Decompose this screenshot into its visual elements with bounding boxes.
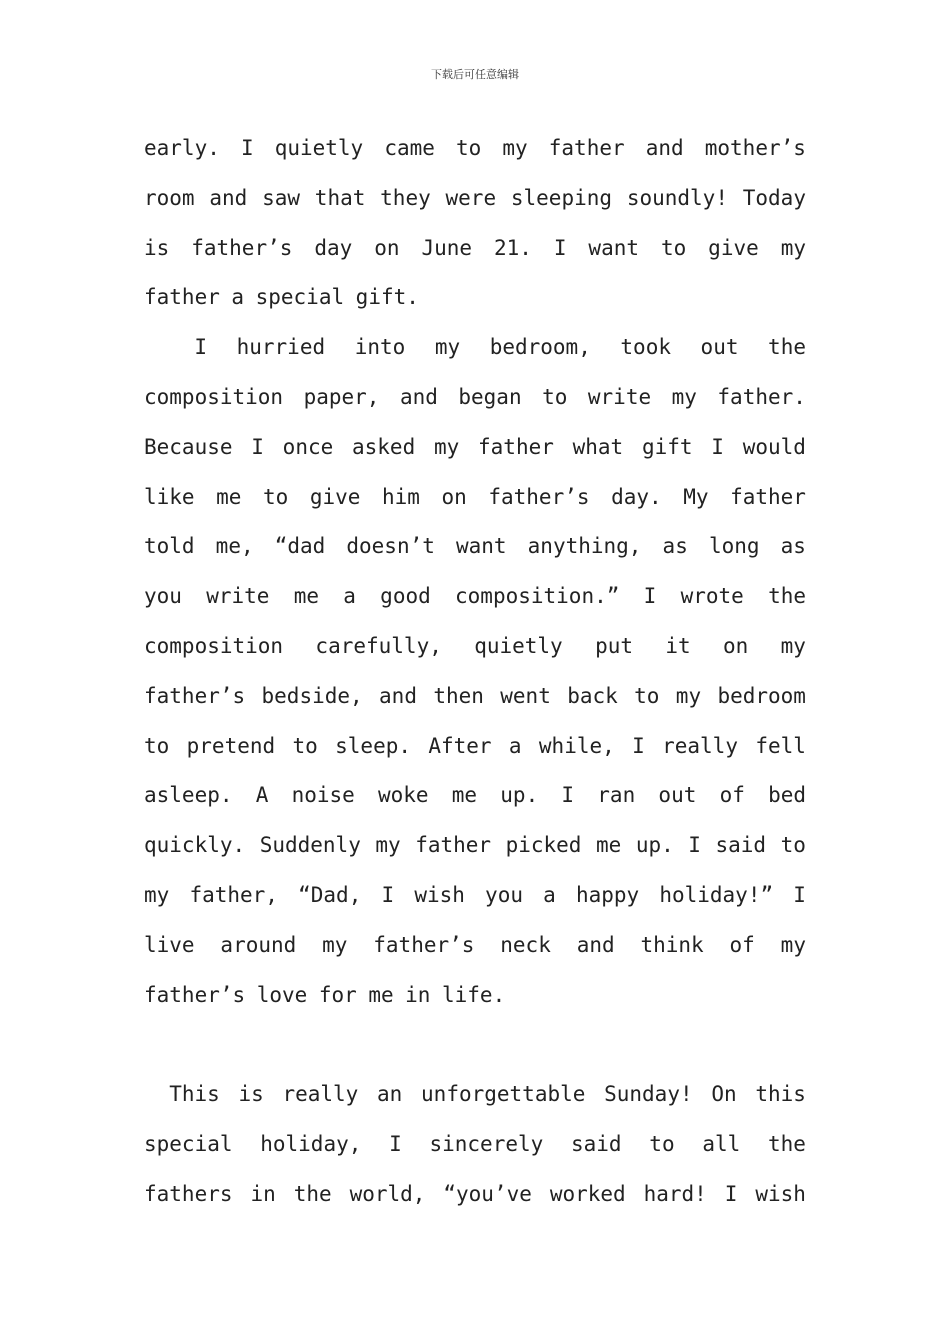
paragraph xyxy=(144,1070,806,1219)
text-line: asleep. A noise woke me up. I ran out of bed xyxy=(144,783,806,808)
text-line: quickly. Suddenly my father picked me up. I said to xyxy=(144,833,806,858)
document-body xyxy=(144,124,806,1220)
text-line: composition carefully, quietly put it on my xyxy=(144,633,806,658)
text-line: like me to give him on father’s day. My father xyxy=(144,484,806,509)
page-header-note: 下载后可任意编辑 xyxy=(431,68,519,81)
text-line: room and saw that they were sleeping soundly! Today xyxy=(144,185,806,210)
text-line: father a special gift. xyxy=(144,285,419,310)
text-line: father’s love for me in life. xyxy=(144,982,506,1007)
text-line: live around my father’s neck and think of my xyxy=(144,932,806,957)
text-line: special holiday, I sincerely said to all the xyxy=(144,1131,806,1156)
text-line: father’s bedside, and then went back to my bedroom xyxy=(144,683,806,708)
paragraph-gap xyxy=(144,1020,806,1070)
text-line: composition paper, and began to write my father. xyxy=(144,384,806,409)
text-line: This is really an unforgettable Sunday! On this xyxy=(169,1082,806,1107)
paragraph xyxy=(144,124,806,323)
text-line: early. I quietly came to my father and mother’s xyxy=(144,136,806,160)
text-line: my father, “Dad, I wish you a happy holiday!” I xyxy=(144,882,806,907)
text-line: fathers in the world, “you’ve worked hard! I wish xyxy=(144,1181,806,1206)
paragraph xyxy=(144,323,806,1020)
text-line: you write me a good composition.” I wrote the xyxy=(144,584,806,609)
text-line: told me, “dad doesn’t want anything, as long as xyxy=(144,534,806,559)
text-line: is father’s day on June 21. I want to give my xyxy=(144,235,806,260)
text-line: to pretend to sleep. After a while, I really fell xyxy=(144,733,806,758)
text-line: Because I once asked my father what gift I would xyxy=(144,434,806,459)
text-line: I hurried into my bedroom, took out the xyxy=(194,335,806,360)
